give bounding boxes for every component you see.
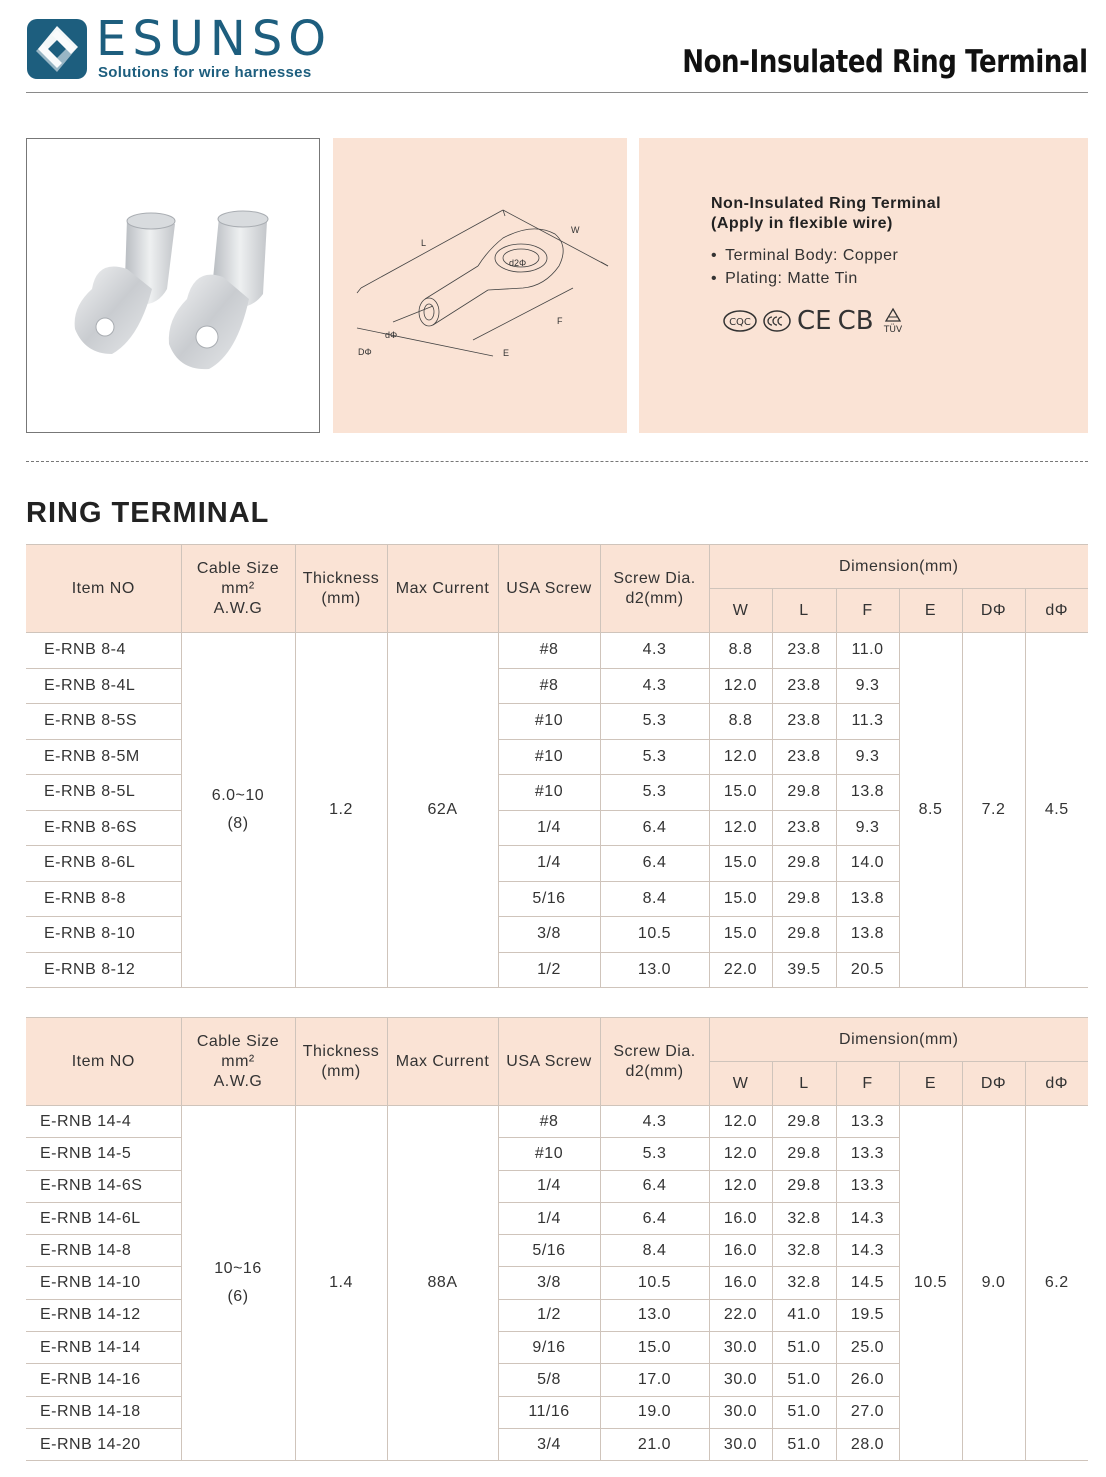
label-D: DΦ	[358, 347, 372, 357]
dim-d-small-cell: 6.2	[1025, 1106, 1088, 1461]
thickness-cell: 1.2	[295, 633, 387, 988]
dim-l-cell: 23.8	[772, 668, 836, 704]
item-no-cell: E-RNB 8-4L	[26, 668, 181, 704]
dim-f-cell: 9.3	[836, 668, 899, 704]
item-no-cell: E-RNB 8-5M	[26, 739, 181, 775]
spec-list	[711, 244, 898, 290]
dimension-diagram	[333, 138, 627, 433]
header-max-current: Max Current	[387, 1018, 498, 1106]
awg-value: (8)	[227, 815, 249, 832]
usa-screw-cell: 1/2	[498, 952, 600, 988]
dim-e-cell: 8.5	[899, 633, 962, 988]
cable-size-value: 6.0~10	[211, 787, 265, 804]
usa-screw-cell: 5/16	[498, 1235, 600, 1267]
header-dimension: Dimension(mm)	[709, 545, 1088, 589]
screw-dia-cell: 8.4	[600, 881, 709, 917]
header-cable-size: Cable Size mm² A.W.G	[181, 1018, 295, 1106]
dim-w-cell: 12.0	[709, 810, 772, 846]
usa-screw-cell: 3/8	[498, 917, 600, 953]
cqc-cert-icon	[723, 309, 757, 333]
item-no-cell: E-RNB 14-10	[26, 1267, 181, 1299]
usa-screw-cell: 5/16	[498, 881, 600, 917]
screw-dia-cell: 6.4	[600, 1202, 709, 1234]
dim-e-cell: 10.5	[899, 1106, 962, 1461]
header-dimension: Dimension(mm)	[709, 1018, 1088, 1062]
dim-f-cell: 26.0	[836, 1364, 899, 1396]
thickness-cell: 1.4	[295, 1106, 387, 1461]
item-no-cell: E-RNB 14-12	[26, 1299, 181, 1331]
section-divider	[26, 461, 1088, 462]
dim-f-cell: 13.8	[836, 775, 899, 811]
header-f: F	[836, 589, 899, 633]
dim-f-cell: 13.3	[836, 1138, 899, 1170]
svg-text:TÜV: TÜV	[883, 325, 902, 335]
item-no-cell: E-RNB 14-6S	[26, 1170, 181, 1202]
dim-l-cell: 32.8	[772, 1267, 836, 1299]
max-current-cell: 62A	[387, 633, 498, 988]
dim-l-cell: 51.0	[772, 1364, 836, 1396]
screw-dia-cell: 13.0	[600, 1299, 709, 1331]
brand-tagline: Solutions for wire harnesses	[98, 64, 312, 81]
label-E: E	[503, 348, 510, 358]
dim-w-cell: 8.8	[709, 633, 772, 669]
table-row	[26, 1106, 1088, 1138]
cable-size-cell	[181, 1106, 295, 1461]
header-e: E	[899, 1062, 962, 1106]
dim-f-cell: 28.0	[836, 1428, 899, 1460]
dim-l-cell: 29.8	[772, 846, 836, 882]
dim-f-cell: 9.3	[836, 739, 899, 775]
item-no-cell: E-RNB 14-20	[26, 1428, 181, 1460]
screw-dia-cell: 5.3	[600, 775, 709, 811]
dim-f-cell: 19.5	[836, 1299, 899, 1331]
ccc-cert-icon	[763, 309, 791, 333]
ring-terminal-table-8	[26, 544, 1088, 988]
dim-l-cell: 29.8	[772, 1138, 836, 1170]
header-l: L	[772, 1062, 836, 1106]
dim-d-big-cell: 9.0	[962, 1106, 1025, 1461]
dim-w-cell: 12.0	[709, 1138, 772, 1170]
dim-w-cell: 16.0	[709, 1235, 772, 1267]
item-no-cell: E-RNB 14-4	[26, 1106, 181, 1138]
item-no-cell: E-RNB 8-6L	[26, 846, 181, 882]
item-no-cell: E-RNB 8-12	[26, 952, 181, 988]
usa-screw-cell: 5/8	[498, 1364, 600, 1396]
header-thickness: Thickness (mm)	[295, 1018, 387, 1106]
dim-l-cell: 29.8	[772, 775, 836, 811]
cable-size-cell	[181, 633, 295, 988]
header-screw-dia: Screw Dia. d2(mm)	[600, 545, 709, 633]
ring-terminal-drawing	[333, 138, 627, 433]
screw-dia-cell: 5.3	[600, 704, 709, 740]
dim-f-cell: 11.3	[836, 704, 899, 740]
dim-w-cell: 30.0	[709, 1396, 772, 1428]
screw-dia-cell: 6.4	[600, 846, 709, 882]
dim-f-cell: 20.5	[836, 952, 899, 988]
header-l: L	[772, 589, 836, 633]
screw-dia-cell: 10.5	[600, 917, 709, 953]
dim-w-cell: 16.0	[709, 1202, 772, 1234]
label-d2: d2Φ	[509, 258, 527, 268]
dim-l-cell: 29.8	[772, 1170, 836, 1202]
screw-dia-cell: 4.3	[600, 668, 709, 704]
header-item-no: Item NO	[26, 545, 181, 633]
usa-screw-cell: 1/4	[498, 1170, 600, 1202]
header-d-big: DΦ	[962, 1062, 1025, 1106]
screw-dia-cell: 6.4	[600, 810, 709, 846]
dim-w-cell: 12.0	[709, 1170, 772, 1202]
header-e: E	[899, 589, 962, 633]
product-info-panel	[639, 138, 1088, 433]
dim-f-cell: 11.0	[836, 633, 899, 669]
max-current-cell: 88A	[387, 1106, 498, 1461]
item-no-cell: E-RNB 8-10	[26, 917, 181, 953]
screw-dia-cell: 6.4	[600, 1170, 709, 1202]
dim-l-cell: 32.8	[772, 1235, 836, 1267]
dim-l-cell: 29.8	[772, 881, 836, 917]
dim-f-cell: 9.3	[836, 810, 899, 846]
screw-dia-cell: 17.0	[600, 1364, 709, 1396]
dim-l-cell: 23.8	[772, 810, 836, 846]
dim-l-cell: 29.8	[772, 917, 836, 953]
product-photo	[26, 138, 320, 433]
ring-terminal-photo-image	[27, 139, 319, 432]
usa-screw-cell: #10	[498, 704, 600, 740]
ring-terminal-table-14	[26, 1017, 1088, 1461]
screw-dia-cell: 21.0	[600, 1428, 709, 1460]
usa-screw-cell: #10	[498, 775, 600, 811]
usa-screw-cell: 1/4	[498, 846, 600, 882]
usa-screw-cell: #8	[498, 668, 600, 704]
dim-l-cell: 32.8	[772, 1202, 836, 1234]
page-header	[26, 11, 1088, 93]
svg-text:CQC: CQC	[729, 317, 751, 328]
item-no-cell: E-RNB 14-8	[26, 1235, 181, 1267]
dim-f-cell: 14.3	[836, 1235, 899, 1267]
label-d: dΦ	[385, 330, 398, 340]
dim-l-cell: 39.5	[772, 952, 836, 988]
header-usa-screw: USA Screw	[498, 1018, 600, 1106]
dim-d-big-cell: 7.2	[962, 633, 1025, 988]
usa-screw-cell: 3/8	[498, 1267, 600, 1299]
spec-item-body: • Terminal Body: Copper	[711, 244, 898, 267]
dim-f-cell: 13.8	[836, 881, 899, 917]
screw-dia-cell: 10.5	[600, 1267, 709, 1299]
item-no-cell: E-RNB 8-5L	[26, 775, 181, 811]
awg-value: (6)	[227, 1288, 249, 1306]
dim-f-cell: 14.0	[836, 846, 899, 882]
dim-w-cell: 15.0	[709, 881, 772, 917]
screw-dia-cell: 4.3	[600, 1106, 709, 1138]
label-F: F	[557, 316, 563, 326]
header-thickness: Thickness (mm)	[295, 545, 387, 633]
usa-screw-cell: #10	[498, 1138, 600, 1170]
screw-dia-cell: 15.0	[600, 1332, 709, 1364]
item-no-cell: E-RNB 8-5S	[26, 704, 181, 740]
header-max-current: Max Current	[387, 545, 498, 633]
header-w: W	[709, 589, 772, 633]
dim-d-small-cell: 4.5	[1025, 633, 1088, 988]
header-usa-screw: USA Screw	[498, 545, 600, 633]
dim-w-cell: 30.0	[709, 1428, 772, 1460]
tuv-cert-icon	[880, 307, 906, 335]
usa-screw-cell: 9/16	[498, 1332, 600, 1364]
label-L: L	[421, 238, 427, 248]
dim-w-cell: 8.8	[709, 704, 772, 740]
dim-f-cell: 14.3	[836, 1202, 899, 1234]
item-no-cell: E-RNB 14-18	[26, 1396, 181, 1428]
dim-w-cell: 12.0	[709, 668, 772, 704]
usa-screw-cell: #8	[498, 633, 600, 669]
spec-item-plating: • Plating: Matte Tin	[711, 267, 898, 290]
item-no-cell: E-RNB 14-5	[26, 1138, 181, 1170]
dim-w-cell: 22.0	[709, 1299, 772, 1331]
brand-name: ESUNSO	[96, 11, 333, 67]
item-no-cell: E-RNB 8-4	[26, 633, 181, 669]
dim-l-cell: 51.0	[772, 1396, 836, 1428]
item-no-cell: E-RNB 14-16	[26, 1364, 181, 1396]
header-d-small: dΦ	[1025, 1062, 1088, 1106]
screw-dia-cell: 13.0	[600, 952, 709, 988]
screw-dia-cell: 4.3	[600, 633, 709, 669]
esunso-logo-icon	[26, 18, 88, 80]
certification-marks	[723, 306, 906, 336]
header-item-no: Item NO	[26, 1018, 181, 1106]
dim-w-cell: 15.0	[709, 846, 772, 882]
cb-cert-icon: CB	[837, 306, 874, 336]
header-d-small: dΦ	[1025, 589, 1088, 633]
usa-screw-cell: 1/4	[498, 810, 600, 846]
dim-f-cell: 13.3	[836, 1170, 899, 1202]
header-w: W	[709, 1062, 772, 1106]
dim-f-cell: 14.5	[836, 1267, 899, 1299]
header-f: F	[836, 1062, 899, 1106]
item-no-cell: E-RNB 14-6L	[26, 1202, 181, 1234]
ce-cert-icon: CE	[797, 306, 832, 336]
dim-w-cell: 12.0	[709, 1106, 772, 1138]
dim-w-cell: 30.0	[709, 1364, 772, 1396]
item-no-cell: E-RNB 8-6S	[26, 810, 181, 846]
dim-l-cell: 29.8	[772, 1106, 836, 1138]
dim-w-cell: 16.0	[709, 1267, 772, 1299]
dim-f-cell: 27.0	[836, 1396, 899, 1428]
dim-w-cell: 12.0	[709, 739, 772, 775]
dim-l-cell: 23.8	[772, 704, 836, 740]
usa-screw-cell: 3/4	[498, 1428, 600, 1460]
dim-f-cell: 13.3	[836, 1106, 899, 1138]
usa-screw-cell: 1/4	[498, 1202, 600, 1234]
dim-w-cell: 30.0	[709, 1332, 772, 1364]
item-no-cell: E-RNB 14-14	[26, 1332, 181, 1364]
usa-screw-cell: #8	[498, 1106, 600, 1138]
label-W: W	[571, 225, 580, 235]
dim-l-cell: 41.0	[772, 1299, 836, 1331]
dim-l-cell: 51.0	[772, 1428, 836, 1460]
header-screw-dia: Screw Dia. d2(mm)	[600, 1018, 709, 1106]
dim-l-cell: 51.0	[772, 1332, 836, 1364]
cable-size-value: 10~16	[214, 1260, 262, 1278]
table-row	[26, 633, 1088, 669]
dim-f-cell: 25.0	[836, 1332, 899, 1364]
usa-screw-cell: #10	[498, 739, 600, 775]
screw-dia-cell: 5.3	[600, 739, 709, 775]
screw-dia-cell: 5.3	[600, 1138, 709, 1170]
section-title: RING TERMINAL	[26, 497, 270, 529]
info-title-line2: (Apply in flexible wire)	[711, 215, 893, 232]
dim-l-cell: 23.8	[772, 633, 836, 669]
dim-w-cell: 15.0	[709, 917, 772, 953]
usa-screw-cell: 1/2	[498, 1299, 600, 1331]
info-title	[711, 194, 941, 234]
screw-dia-cell: 19.0	[600, 1396, 709, 1428]
dim-w-cell: 22.0	[709, 952, 772, 988]
header-cable-size: Cable Size mm² A.W.G	[181, 545, 295, 633]
screw-dia-cell: 8.4	[600, 1235, 709, 1267]
item-no-cell: E-RNB 8-8	[26, 881, 181, 917]
table-body	[26, 633, 1088, 988]
info-title-line1: Non-Insulated Ring Terminal	[711, 195, 942, 212]
header-d-big: DΦ	[962, 589, 1025, 633]
dim-f-cell: 13.8	[836, 917, 899, 953]
page-title: Non-Insulated Ring Terminal	[682, 44, 1088, 80]
table-body	[26, 1106, 1088, 1461]
dim-l-cell: 23.8	[772, 739, 836, 775]
usa-screw-cell: 11/16	[498, 1396, 600, 1428]
dim-w-cell: 15.0	[709, 775, 772, 811]
